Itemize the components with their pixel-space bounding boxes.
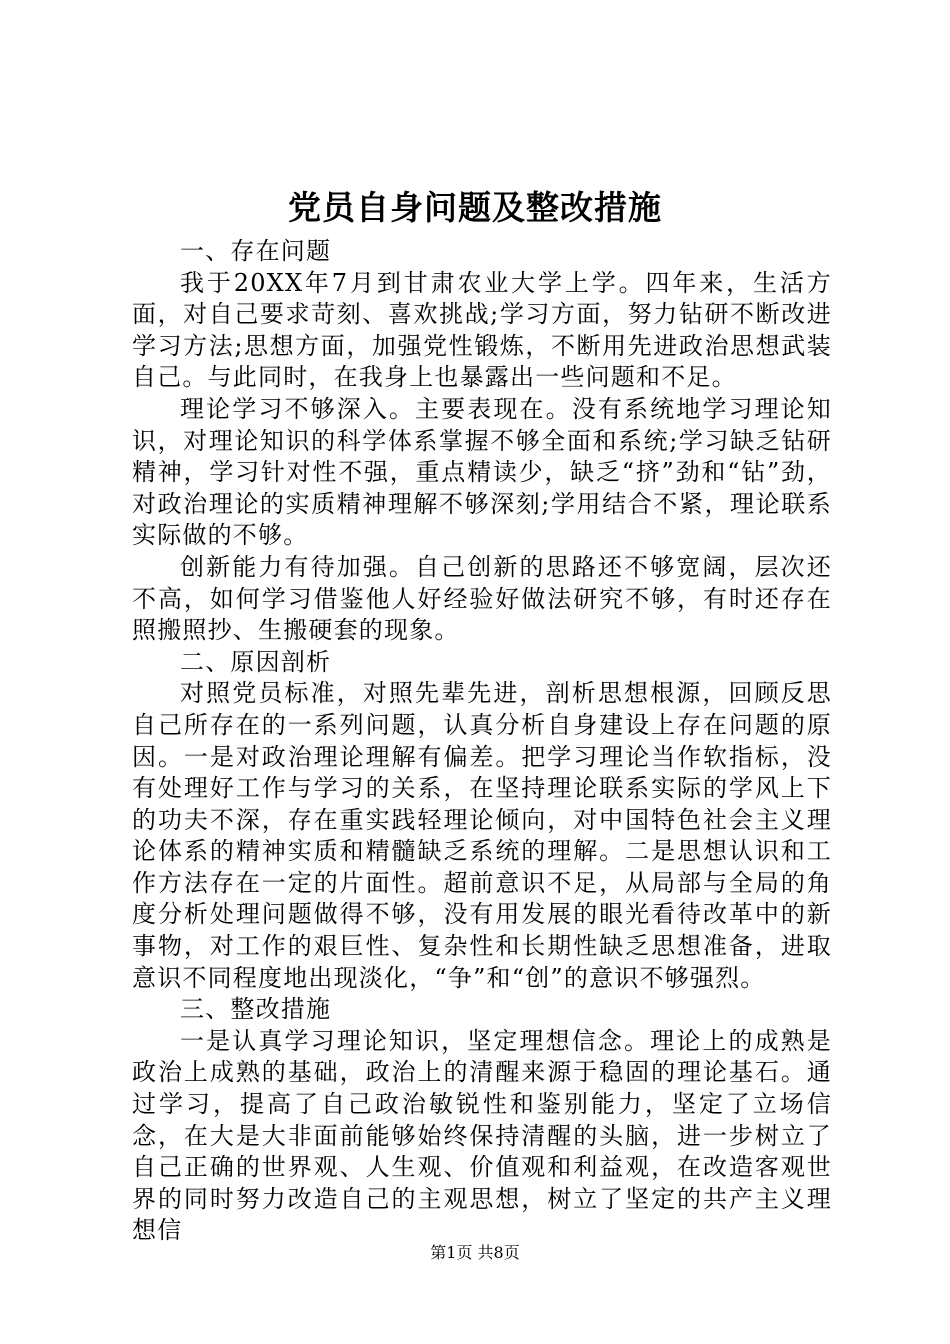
document-body [132, 236, 832, 1247]
heading-existing-problems: 一、存在问题 [180, 237, 332, 265]
paragraph-innovation: 创新能力有待加强。自己创新的思路还不够宽阔，层次还不高，如何学习借鉴他人好经验好做法研究不够，有时还存在照搬照抄、生搬硬套的现象。 [132, 552, 832, 645]
paragraph-measure-one: 一是认真学习理论知识，坚定理想信念。理论上的成熟是政治上成熟的基础，政治上的清醒来源于稳固的理论基石。通过学习，提高了自己政治敏锐性和鉴别能力，坚定了立场信念，在大是大非面前能够始终保持清醒的头脑，进一步树立了自己正确的世界观、人生观、价值观和利益观，在改造客观世界的同时努力改造自己的主观思想，树立了坚定的共产主义理想信 [132, 1026, 832, 1245]
paragraph-cause-analysis: 对照党员标准，对照先辈先进，剖析思想根源，回顾反思自己所存在的一系列问题，认真分析自身建设上存在问题的原因。一是对政治理论理解有偏差。把学习理论当作软指标，没有处理好工作与学习的关系，在坚持理论联系实际的学风上下的功夫不深，存在重实践轻理论倾向，对中国特色社会主义理论体系的精神实质和精髓缺乏系统的理解。二是思想认识和工作方法存在一定的片面性。超前意识不足，从局部与全局的角度分析处理问题做得不够，没有用发展的眼光看待改革中的新事物，对工作的艰巨性、复杂性和长期性缺乏思想准备，进取意识不同程度地出现淡化，“争”和“创”的意识不够强烈。 [132, 679, 832, 992]
heading-cause-analysis: 二、原因剖析 [180, 647, 332, 676]
paragraph-intro: 我于20XX年7月到甘肃农业大学上学。四年来，生活方面，对自己要求苛刻、喜欢挑战;学习方面，努力钻研不断改进学习方法;思想方面，加强党性锻炼，不断用先进政治思想武装自己。与此同时，在我身上也暴露出一些问题和不足。 [132, 268, 832, 392]
document-title: 党员自身问题及整改措施 [288, 188, 662, 227]
heading-rectification-measures: 三、整改措施 [180, 995, 332, 1024]
page-footer: 第1页 共8页 [430, 1243, 520, 1262]
paragraph-theory-study: 理论学习不够深入。主要表现在。没有系统地学习理论知识，对理论知识的科学体系掌握不够全面和系统;学习缺乏钻研精神，学习针对性不强，重点精读少，缺乏“挤”劲和“钻”劲，对政治理论的实质精神理解不够深刻;学用结合不紧，理论联系实际做的不够。 [132, 394, 832, 550]
